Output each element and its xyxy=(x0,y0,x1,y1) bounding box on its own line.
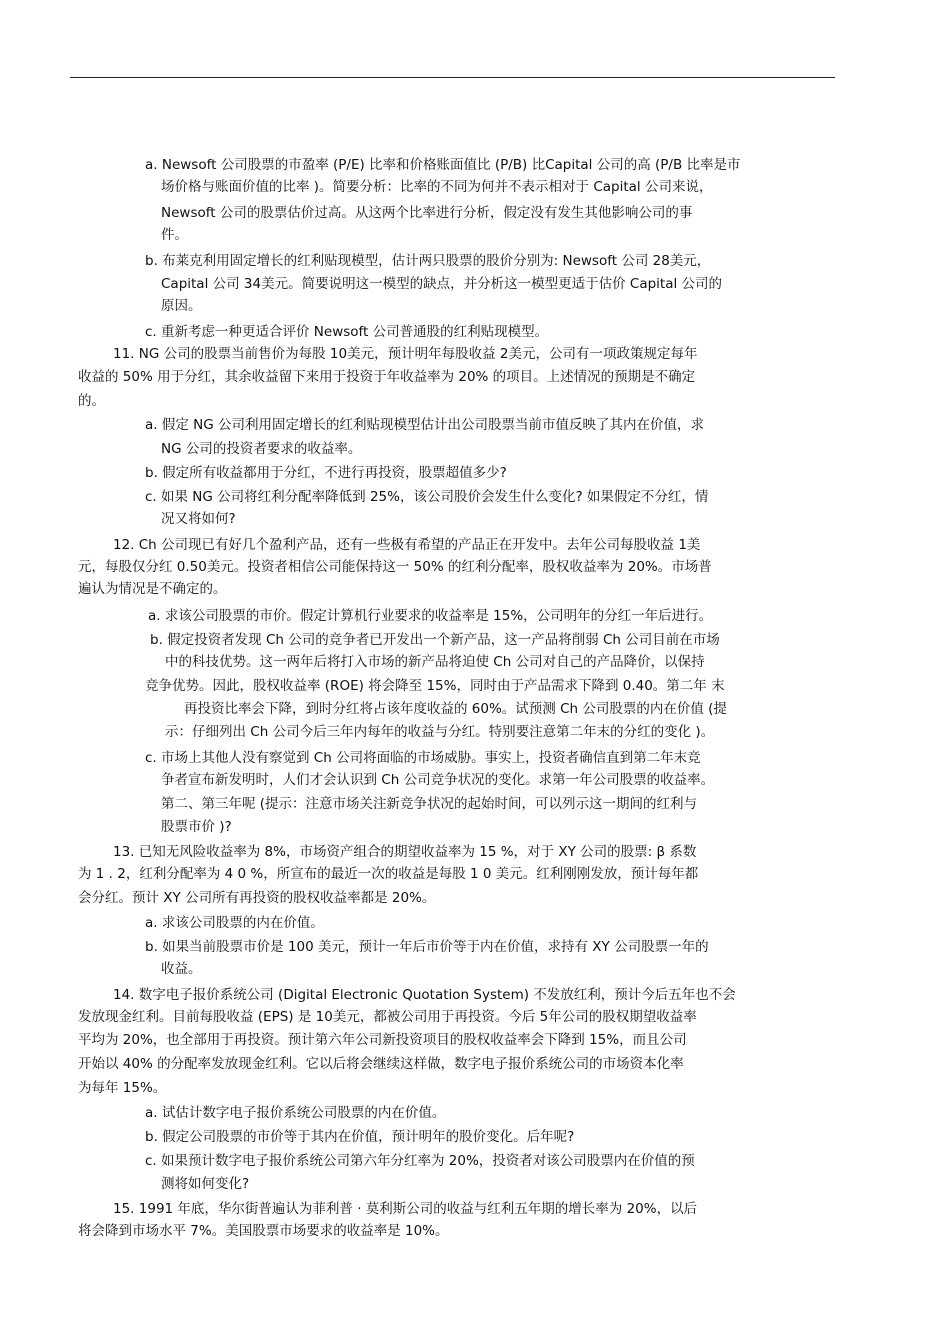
text-line: 股票市价 )? xyxy=(161,819,232,835)
text-line: 发放现金红利。目前每股收益 (EPS) 是 10美元，都被公司用于再投资。今后 5年公司的股权期望收益率 xyxy=(78,1009,697,1025)
text-line: c. 如果预计数字电子报价系统公司第六年分红率为 20%，投资者对该公司股票内在价值的预 xyxy=(145,1153,695,1169)
text-line: 为 1 . 2，红利分配率为 4 0 %，所宣布的最近一次的收益是每股 1 0 美元。红利刚刚发放，预计每年都 xyxy=(78,866,699,882)
text-line: Capital 公司 34美元。简要说明这一模型的缺点，并分析这一模型更适于估价 Capital 公司的 xyxy=(161,276,723,292)
text-line: 中的科技优势。这一两年后将打入市场的新产品将迫使 Ch 公司对自己的产品降价，以保持 xyxy=(165,654,705,670)
text-line: 况又将如何? xyxy=(161,511,236,527)
text-line: a. Newsoft 公司股票的市盈率 (P/E) 比率和价格账面值比 (P/B) 比Capital 公司的高 (P/B 比率是市 xyxy=(145,157,741,173)
text-line: 为每年 15%。 xyxy=(78,1080,167,1096)
text-line: 开始以 40% 的分配率发放现金红利。它以后将会继续这样做，数字电子报价系统公司的市场资本化率 xyxy=(78,1056,684,1072)
text-line: NG 公司的投资者要求的收益率。 xyxy=(161,441,362,457)
text-line: b. 假定公司股票的市价等于其内在价值，预计明年的股价变化。后年呢? xyxy=(145,1129,575,1145)
text-line: c. 市场上其他人没有察觉到 Ch 公司将面临的市场威胁。事实上，投资者确信直到第二年末竞 xyxy=(145,750,701,766)
text-line: 示：仔细列出 Ch 公司今后三年内每年的收益与分红。特别要注意第二年末的分红的变化 )。 xyxy=(165,724,715,740)
text-line: b. 如果当前股票市价是 100 美元，预计一年后市价等于内在价值，求持有 XY 公司股票一年的 xyxy=(145,939,709,955)
text-line: c. 重新考虑一种更适合评价 Newsoft 公司普通股的红利贴现模型。 xyxy=(145,324,549,340)
text-line: 件。 xyxy=(161,227,188,243)
text-line: 的。 xyxy=(78,393,105,409)
text-line: a. 求该公司股票的内在价值。 xyxy=(145,915,324,931)
text-line: 会分红。预计 XY 公司所有再投资的股权收益率都是 20%。 xyxy=(78,890,436,906)
text-line: b. 假定所有收益都用于分红，不进行再投资，股票超值多少? xyxy=(145,465,507,481)
text-line: 争者宣布新发明时，人们才会认识到 Ch 公司竞争状况的变化。求第一年公司股票的收益率。 xyxy=(161,772,715,788)
text-line: b. 假定投资者发现 Ch 公司的竞争者已开发出一个新产品，这一产品将削弱 Ch 公司目前在市场 xyxy=(150,632,720,648)
text-line: 将会降到市场水平 7%。美国股票市场要求的收益率是 10%。 xyxy=(78,1223,449,1239)
text-line: a. 试估计数字电子报价系统公司股票的内在价值。 xyxy=(145,1105,446,1121)
text-line: 平均为 20%，也全部用于再投资。预计第六年公司新投资项目的股权收益率会下降到 15%，而且公司 xyxy=(78,1032,687,1048)
text-line: 收益。 xyxy=(161,961,202,977)
text-line: 12. Ch 公司现已有好几个盈利产品，还有一些极有希望的产品正在开发中。去年公司每股收益 1美 xyxy=(113,537,701,553)
text-line: 原因。 xyxy=(161,298,202,314)
text-line: 13. 已知无风险收益率为 8%，市场资产组合的期望收益率为 15 %，对于 XY 公司的股票: β 系数 xyxy=(113,844,697,860)
text-line: 14. 数字电子报价系统公司 (Digital Electronic Quotation System) 不发放红利，预计今后五年也不会 xyxy=(113,987,736,1003)
text-line: 第二、第三年呢 (提示：注意市场关注新竞争状况的起始时间，可以列示这一期间的红利与 xyxy=(161,796,698,812)
text-line: 11. NG 公司的股票当前售价为每股 10美元，预计明年每股收益 2美元，公司有一项政策规定每年 xyxy=(113,346,698,362)
header-rule xyxy=(70,77,835,78)
text-line: b. 布莱克利用固定增长的红利贴现模型，估计两只股票的股价分别为: Newsoft 公司 28美元， xyxy=(145,253,711,269)
text-line: 测将如何变化? xyxy=(161,1176,250,1192)
text-line: a. 求该公司股票的市价。假定计算机行业要求的收益率是 15%，公司明年的分红一年后进行。 xyxy=(148,608,713,624)
text-line: 场价格与账面价值的比率 )。简要分析：比率的不同为何并不表示相对于 Capital 公司来说， xyxy=(161,179,713,195)
text-line: Newsoft 公司的股票估价过高。从这两个比率进行分析，假定没有发生其他影响公司的事 xyxy=(161,205,693,221)
text-line: 收益的 50% 用于分红，其余收益留下来用于投资于年收益率为 20% 的项目。上述情况的预期是不确定 xyxy=(78,369,696,385)
text-line: a. 假定 NG 公司利用固定增长的红利贴现模型估计出公司股票当前市值反映了其内在价值，求 xyxy=(145,417,704,433)
text-line: c. 如果 NG 公司将红利分配率降低到 25%，该公司股价会发生什么变化? 如果假定不分红，情 xyxy=(145,489,709,505)
text-line: 遍认为情况是不确定的。 xyxy=(78,581,227,597)
text-line: 元，每股仅分红 0.50美元。投资者相信公司能保持这一 50% 的红利分配率，股权收益率为 20%。市场普 xyxy=(78,559,712,575)
text-line: 再投资比率会下降，到时分红将占该年度收益的 60%。试预测 Ch 公司股票的内在价值 (提 xyxy=(184,701,727,717)
text-line: 15. 1991 年底，华尔街普遍认为菲利普 · 莫利斯公司的收益与红利五年期的增长率为 20%，以后 xyxy=(113,1201,698,1217)
text-line: 竞争优势。因此，股权收益率 (ROE) 将会降至 15%，同时由于产品需求下降到 0.40。第二年 末 xyxy=(145,678,725,694)
